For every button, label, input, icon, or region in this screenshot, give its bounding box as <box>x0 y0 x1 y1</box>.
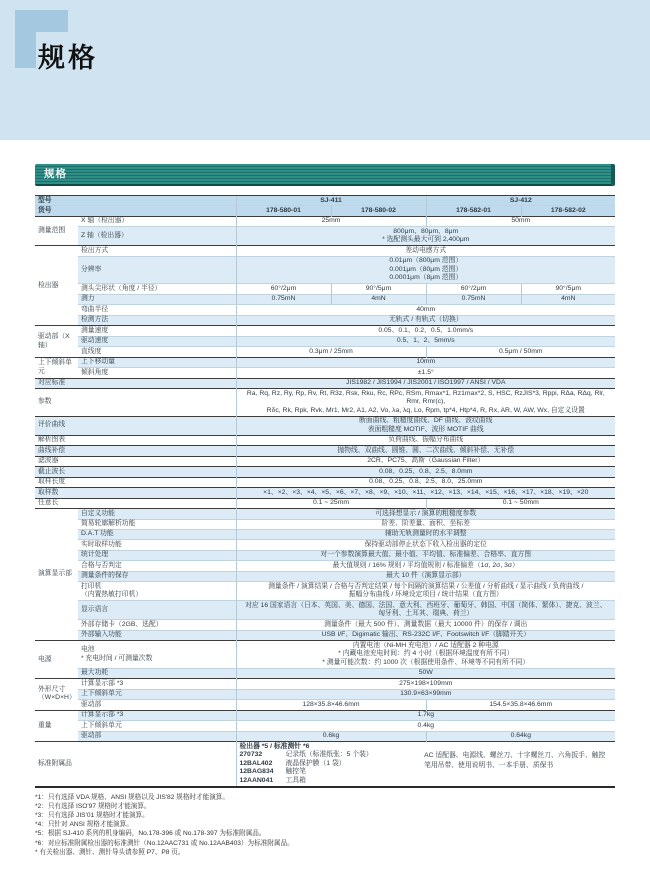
spec-value-cell: 抛物线、双曲线、圆锥、圆、二次曲线、倾斜补偿、无补偿 <box>236 446 615 456</box>
cell-line: 内置电池（Ni-MH 充电池）/ AC 适配器 2 种电源 <box>352 641 499 649</box>
content-area <box>0 164 650 857</box>
spec-row-label: 检测方法 <box>78 315 236 325</box>
cell-line: 0.01μm（800μm 范围） <box>389 257 463 265</box>
spec-value-cell: 0.08、0.25、0.8、2.5、8.0、25.0mm <box>236 477 615 487</box>
spec-row-label: 显示语言 <box>78 601 236 620</box>
spec-value-cell: SJ-412 <box>426 196 615 206</box>
spec-value-cell: JIS1982 / JIS1994 / JIS2001 / ISO1997 / ANSI / VDA <box>236 378 615 388</box>
cell-line: 表面粗糙度 MOTIF、波形 MOTIF 曲线 <box>367 425 484 433</box>
spec-row-label: 测量速度 <box>78 326 236 336</box>
spec-row-label: 自定义功能 <box>78 509 236 519</box>
spec-row <box>35 601 615 620</box>
spec-row-label: 最大功耗 <box>78 668 236 678</box>
spec-group-label: 检出器 <box>35 246 78 326</box>
spec-row <box>35 378 615 388</box>
accessory-desc: 触控笔 <box>285 768 306 776</box>
spec-row <box>35 679 615 689</box>
spec-row-label: 外部输入功能 <box>78 630 236 640</box>
spec-row-label: 外部存储卡（2GB、选配） <box>78 620 236 630</box>
spec-row <box>35 620 615 630</box>
cell-line: * 选配测头最大可到 2,400μm <box>382 236 470 244</box>
spec-value-cell: 178-580-02 <box>331 206 426 216</box>
footnote: *4：只针对 ANSI 规格才能演算。 <box>35 821 133 829</box>
spec-row <box>35 294 615 304</box>
accessory-item <box>240 751 421 759</box>
spec-row <box>35 305 615 315</box>
cell-line: 测量条件 / 演算结果 / 合格与否判定结果 / 每个间隔的演算结果 / 公差值 / 分析曲线 / 显示曲线 / 负荷曲线 / <box>268 582 584 590</box>
spec-row-label: 驱动速度 <box>78 336 236 346</box>
spec-value-cell: 0.1 ~ 25mm <box>236 498 426 508</box>
spec-row-label: 简易轮廓解析功能 <box>78 519 236 529</box>
spec-value-cell: 2CR、PC75、高斯（Gaussian Filter） <box>236 456 615 466</box>
cell-line: 电池 <box>81 646 95 654</box>
spec-row-label: 统计处理 <box>78 550 236 560</box>
spec-value-cell: 275×198×109mm <box>236 679 615 689</box>
accessory-code: 12BAL402 <box>239 759 273 767</box>
accessory-code: 12AAN041 <box>239 776 274 784</box>
cell-line: 对应 16 国家语言（日本、英国、美、德国、法国、意大利、西班牙、葡萄牙、韩国、中国（简体、繁体）、捷克、波兰、 <box>245 601 607 609</box>
cell-line: * 充电时间 / 可测量次数 <box>81 654 153 662</box>
spec-value-cell: 0.4kg <box>236 721 615 731</box>
spec-row <box>35 700 615 710</box>
spec-value-cell: 4mN <box>331 294 426 304</box>
spec-row <box>35 357 615 367</box>
spec-row-label <box>78 641 236 668</box>
spec-row <box>35 742 615 787</box>
accessory-code: 270732 <box>239 751 263 759</box>
spec-value-cell: 128×35.8×46.6mm <box>236 700 426 710</box>
spec-row <box>35 561 615 571</box>
spec-row-label: 标准附属品 <box>35 742 236 787</box>
cell-line: 800μm、80μm、8μm <box>393 227 459 235</box>
spec-row <box>35 731 615 741</box>
spec-row <box>35 284 615 294</box>
spec-value-cell: 0.3μm / 25mm <box>236 347 426 357</box>
spec-row <box>35 196 615 206</box>
accessory-item <box>240 768 421 776</box>
spec-row-label: 截止波长 <box>35 467 236 477</box>
spec-row <box>35 336 615 346</box>
spec-row-label: 取样数 <box>35 488 236 498</box>
spec-value-cell: 对一个参数演算最大值、最小值、平均值、标准偏差、合格率、直方图 <box>236 550 615 560</box>
spec-value-cell <box>236 641 615 668</box>
cell-line: 0.001μm（80μm 范围） <box>389 265 463 273</box>
spec-group-label: 驱动部（X 轴） <box>35 326 78 357</box>
spec-row <box>35 467 615 477</box>
spec-row <box>35 630 615 640</box>
spec-row <box>35 416 615 435</box>
cell-line: （内置热敏打印机） <box>81 591 143 599</box>
spec-row-label: 任意长 <box>35 498 236 508</box>
spec-value-cell: 10mm <box>236 357 615 367</box>
spec-value-cell: 0.05、0.1、0.2、0.5、1.0mm/s <box>236 326 615 336</box>
spec-value-cell: 0.75mN <box>236 294 331 304</box>
spec-row <box>35 246 615 256</box>
spec-row-label: 实时取样功能 <box>78 540 236 550</box>
spec-row-label: 测头尖形状（角度 / 半径） <box>78 284 236 294</box>
spec-row-label: 货号 <box>35 206 236 216</box>
spec-value-cell: ×1、×2、×3、×4、×5、×6、×7、×8、×9、×10、×11、×12、×13、×14、×15、×16、×17、×18、×19、×20 <box>236 488 615 498</box>
cell-line: 外形尺寸 <box>38 685 66 693</box>
cell-line: 匈牙利、土耳其、瑞典、荷兰） <box>378 610 474 618</box>
spec-group-label <box>35 679 78 710</box>
spec-row <box>35 456 615 466</box>
spec-row-label: 计算显示部 *3 <box>78 679 236 689</box>
spec-value-cell: 辅助无轨测量时的水平调整 <box>236 529 615 539</box>
spec-row <box>35 227 615 246</box>
spec-row-label: 取样长度 <box>35 477 236 487</box>
accessory-right-text: AC 适配器、电源线、螺丝刀、十字螺丝刀、六角扳手、触控笔用吊带、使用说明书、一本手册、质保书 <box>424 751 606 769</box>
spec-value-cell: 60°/2μm <box>236 284 331 294</box>
spec-row <box>35 571 615 581</box>
spec-row-label: 解析图表 <box>35 435 236 445</box>
cell-line: Rδc, Rk, Rpk, Rvk, Mr1, Mr2, A1, A2, Vo, λa, λq, Lo, Rpm, tp*4, Htp*4, R, Rx, AR, W, AW, Wx, 自定义设置 <box>266 406 585 414</box>
spec-value-cell: 90°/5μm <box>521 284 615 294</box>
spec-row-label: 参数 <box>35 389 236 416</box>
cell-line: 打印机 <box>81 582 102 590</box>
spec-value-cell: USB I/F、Digimatic 输出、RS-232C I/F、Footswitch I/F（脚踏开关） <box>236 630 615 640</box>
spec-group-label: 演算显示部 <box>35 509 78 641</box>
spec-value-cell: SJ-411 <box>236 196 426 206</box>
footnote: *5：根据 SJ-410 系列的机身编码，No.178-396 或 No.178-397 为标准附属品。 <box>35 830 266 838</box>
spec-row <box>35 519 615 529</box>
spec-row <box>35 435 615 445</box>
spec-value-cell: 0.1 ~ 50mm <box>426 498 615 508</box>
spec-row-label: 检出方式 <box>78 246 236 256</box>
spec-row-label: 倾斜角度 <box>78 368 236 378</box>
accessory-item <box>240 777 421 785</box>
spec-row <box>35 315 615 325</box>
spec-row-label: 上下移动量 <box>78 357 236 367</box>
spec-row-label: 驱动部 <box>78 731 236 741</box>
accessories-cell <box>236 742 615 787</box>
spec-row <box>35 540 615 550</box>
spec-value-cell: 可选择想显示 / 演算的粗糙度参数 <box>236 509 615 519</box>
section-header-label: 规格 <box>44 168 67 180</box>
spec-value-cell <box>236 416 615 435</box>
spec-row <box>35 347 615 357</box>
spec-value-cell: 178-582-01 <box>426 206 521 216</box>
cell-line: 断面曲线、粗糙度曲线、DF 曲线、波纹曲线 <box>359 417 493 425</box>
accessory-item <box>240 760 421 768</box>
spec-value-cell: 178-582-02 <box>521 206 615 216</box>
spec-value-cell: 130.9×63×99mm <box>236 689 615 699</box>
spec-row <box>35 529 615 539</box>
cell-line: 振幅分布曲线 / 环境设定项目 / 统计结果（直方图） <box>348 591 503 599</box>
spec-value-cell: 60°/2μm <box>426 284 521 294</box>
footnote: *6：对应标准附属检出器的标准测针（No.12AAC731 或 No.12AAB403）为标准附属品。 <box>35 839 294 847</box>
spec-value-cell: 40mm <box>236 305 615 315</box>
footnote: * 有关检出器、测针、测针导头请参照 P7、P8 页。 <box>35 848 185 856</box>
spec-value-cell: 0.64kg <box>426 731 615 741</box>
accessory-desc: 液晶保护膜（1 袋） <box>285 759 346 767</box>
cell-line: * 测量可能次数：约 1000 次（根据使用条件、环境等不同有所不同） <box>322 658 530 666</box>
spec-value-cell: 保持驱动部停止状态下收入检出器的定位 <box>236 540 615 550</box>
spec-row <box>35 498 615 508</box>
spec-row <box>35 582 615 601</box>
spec-row <box>35 488 615 498</box>
accessory-code: 12BAG834 <box>239 768 274 776</box>
page-banner <box>0 0 650 140</box>
spec-row <box>35 509 615 519</box>
spec-row-label <box>78 582 236 601</box>
spec-row-label: 上下倾斜单元 <box>78 689 236 699</box>
spec-value-cell: 0.75mN <box>426 294 521 304</box>
section-header-bar <box>35 164 615 186</box>
spec-row-label: 弯曲半径 <box>78 305 236 315</box>
spec-group-label: 上下倾斜单元 <box>35 357 78 378</box>
spec-row <box>35 389 615 416</box>
cell-line: Ra, Rq, Rz, Ry, Rp, Rv, Rt, R3z, Rsk, Rku, Rc, RPc, RSm, Rmax*1, Rz1max*2, S, HSC, RzJIS*3, Rppi, RΔa, RΔq, Rlr, Rmr, Rmr(c), <box>246 389 605 406</box>
page-title: 规格 <box>38 43 98 73</box>
spec-row <box>35 368 615 378</box>
spec-value-cell: ±1.5° <box>236 368 615 378</box>
spec-value-cell: 50mm <box>426 216 615 226</box>
spec-value-cell <box>236 389 615 416</box>
spec-row <box>35 216 615 226</box>
spec-row <box>35 689 615 699</box>
spec-value-cell: 90°/5μm <box>331 284 426 294</box>
accessories-list <box>240 743 425 785</box>
spec-row <box>35 641 615 668</box>
spec-value-cell: 0.5μm / 50mm <box>426 347 615 357</box>
spec-value-cell <box>236 601 615 620</box>
spec-value-cell: 0.5、1、2、5mm/s <box>236 336 615 346</box>
spec-row-label: 对应标准 <box>35 378 236 388</box>
spec-row-label: 驱动部 <box>78 700 236 710</box>
spec-value-cell: 最大 10 件（演算显示部） <box>236 571 615 581</box>
spec-row-label: X 轴（检出器） <box>78 216 236 226</box>
spec-value-cell: 25mm <box>236 216 426 226</box>
spec-value-cell: 50W <box>236 668 615 678</box>
spec-row <box>35 710 615 720</box>
spec-value-cell <box>236 227 615 246</box>
spec-row-label: 型号 <box>35 196 236 206</box>
spec-value-cell: 154.5×35.8×46.6mm <box>426 700 615 710</box>
spec-row-label: 直线度 <box>78 347 236 357</box>
spec-row <box>35 668 615 678</box>
cell-line: 0.0001μm（8μm 范围） <box>389 274 463 282</box>
spec-value-cell: 负荷曲线、振幅分布曲线 <box>236 435 615 445</box>
spec-group-label: 测量范围 <box>35 216 78 245</box>
spec-row <box>35 256 615 283</box>
spec-row-label: D.A.T 功能 <box>78 529 236 539</box>
spec-row-label: 分辨率 <box>78 256 236 283</box>
spec-row-label: Z 轴（检出器） <box>78 227 236 246</box>
accessory-desc: 记录纸（标准纸张：5 个装） <box>285 751 373 759</box>
spec-row <box>35 721 615 731</box>
spec-row-label: 上下倾斜单元 <box>78 721 236 731</box>
spec-row-label: 合格与否判定 <box>78 561 236 571</box>
spec-value-cell: 178-580-01 <box>236 206 331 216</box>
footnotes <box>35 793 615 858</box>
spec-row-label: 测力 <box>78 294 236 304</box>
spec-value-cell: 测量条件（最大 500 件）、测量数据（最大 10000 件）的保存 / 调出 <box>236 620 615 630</box>
spec-row <box>35 550 615 560</box>
spec-value-cell <box>236 582 615 601</box>
accessories-list-header: 检出器 *5 / 标准测针 *6 <box>239 742 310 750</box>
spec-value-cell: 0.08、0.25、0.8、2.5、8.0mm <box>236 467 615 477</box>
spec-value-cell: 阶差、阶差量、面积、坐标差 <box>236 519 615 529</box>
footnote: *2：只有选择 ISO'97 规格时才能演算。 <box>35 802 151 810</box>
spec-value-cell: 4mN <box>521 294 615 304</box>
spec-row <box>35 326 615 336</box>
spec-value-cell: 1.7kg <box>236 710 615 720</box>
spec-row-label: 曲线补偿 <box>35 446 236 456</box>
spec-row <box>35 446 615 456</box>
spec-value-cell <box>236 256 615 283</box>
spec-row-label: 评价曲线 <box>35 416 236 435</box>
cell-line: * 内藏电池充电时间：约 4 小时（根据环境温度有所不同） <box>338 650 514 658</box>
spec-row <box>35 206 615 216</box>
spec-row-label: 计算显示部 *3 <box>78 710 236 720</box>
spec-value-cell: 差动电感方式 <box>236 246 615 256</box>
spec-row <box>35 477 615 487</box>
spec-value-cell: 无轨式 / 有轨式（切换） <box>236 315 615 325</box>
accessories-wrap <box>240 743 613 785</box>
spec-row-label: 滤波器 <box>35 456 236 466</box>
accessory-desc: 工具箱 <box>285 776 306 784</box>
spec-value-cell: 最大值规则 / 16% 规则 / 平均值规则 / 标准偏差（1σ, 2σ, 3σ） <box>236 561 615 571</box>
spec-row-label: 测量条件的保存 <box>78 571 236 581</box>
footnote: *3：只有选择 JIS'01 规格时才能演算。 <box>35 812 149 820</box>
footnote: *1：只有选择 VDA 规格、ANSI 规格以及 JIS'82 规格时才能演算。 <box>35 793 229 801</box>
cell-line: （W×D×H） <box>38 694 76 702</box>
spec-group-label: 重量 <box>35 710 78 741</box>
spec-group-label: 电源 <box>35 641 78 679</box>
spec-value-cell: 0.6kg <box>236 731 426 741</box>
spec-table <box>35 195 615 788</box>
